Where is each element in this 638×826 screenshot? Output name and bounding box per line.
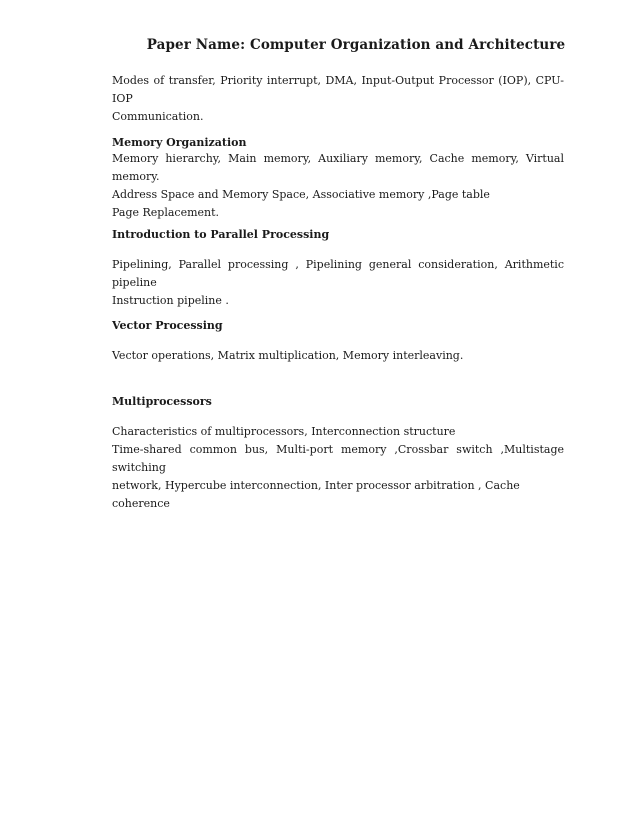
section-line: Vector operations, Matrix multiplication, Memory interleaving. xyxy=(112,349,464,362)
section-body-vector-processing xyxy=(112,347,564,365)
section-heading-parallel-processing: Introduction to Parallel Processing xyxy=(112,228,330,241)
section-line: Instruction pipeline . xyxy=(112,294,229,307)
section-line: Address Space and Memory Space, Associative memory ,Page table xyxy=(112,188,490,201)
intro-line-1: Modes of transfer, Priority interrupt, DMA, Input-Output Processor (IOP), CPU-IOP xyxy=(112,74,564,105)
section-line: Characteristics of multiprocessors, Interconnection structure xyxy=(112,425,456,438)
section-body-multiprocessors xyxy=(112,423,564,513)
page-title: Paper Name: Computer Organization and Architecture xyxy=(146,37,566,53)
section-line: Pipelining, Parallel processing , Pipelining general consideration, Arithmetic pipeline xyxy=(112,258,564,289)
section-line: network, Hypercube interconnection, Inter processor arbitration , Cache coherence xyxy=(112,479,520,510)
section-body-memory-organization xyxy=(112,150,564,222)
section-heading-memory-organization: Memory Organization xyxy=(112,136,247,149)
section-line: Time-shared common bus, Multi-port memory ,Crossbar switch ,Multistage switching xyxy=(112,443,564,474)
section-body-parallel-processing xyxy=(112,256,564,310)
section-heading-multiprocessors: Multiprocessors xyxy=(112,395,212,408)
intro-paragraph xyxy=(112,72,564,126)
section-line: Memory hierarchy, Main memory, Auxiliary memory, Cache memory, Virtual memory. xyxy=(112,152,564,183)
section-heading-vector-processing: Vector Processing xyxy=(112,319,223,332)
section-line: Page Replacement. xyxy=(112,206,220,219)
intro-line-2: Communication. xyxy=(112,110,204,123)
